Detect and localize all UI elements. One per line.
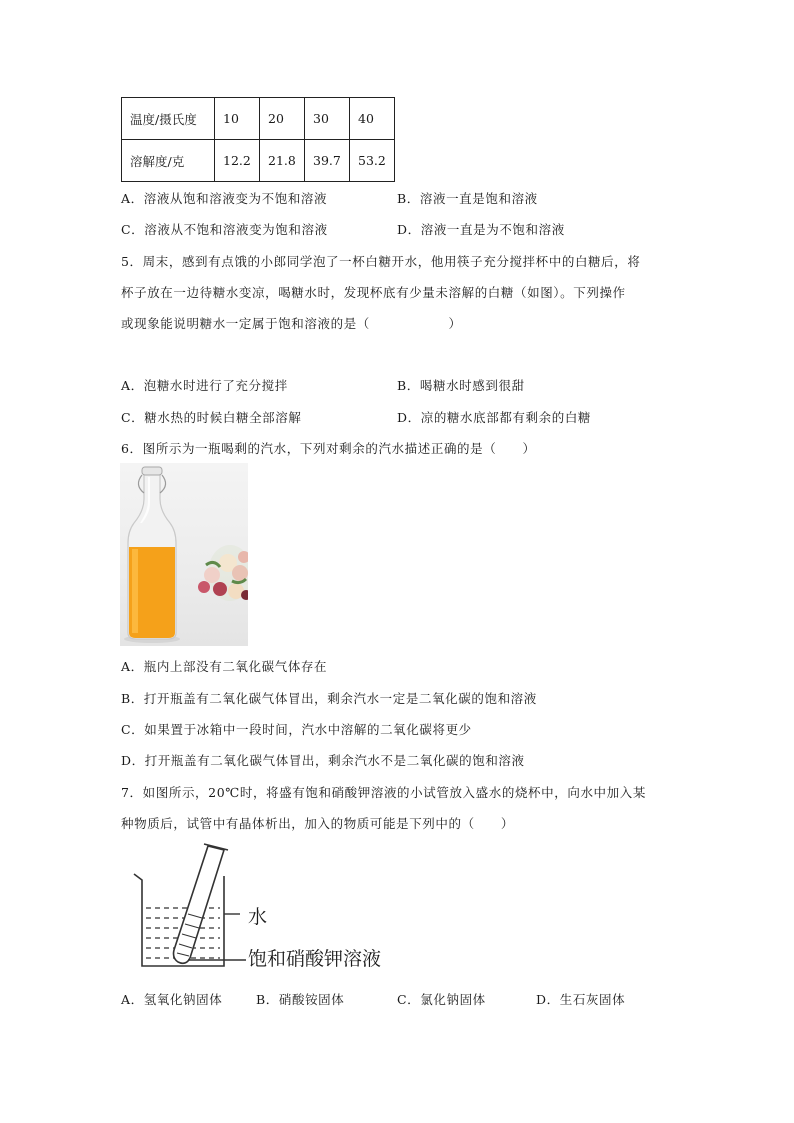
table-cell: 53.2 — [350, 140, 395, 182]
q5-stem-line2: 杯子放在一边待糖水变凉，喝糖水时，发现杯底有少量未溶解的白糖（如图）。下列操作 — [121, 285, 626, 300]
q7-option-b: B．硝酸铵固体 — [256, 992, 345, 1007]
q6-option-a: A．瓶内上部没有二氧化碳气体存在 — [121, 659, 328, 674]
q5-option-b: B．喝糖水时感到很甜 — [397, 378, 525, 393]
q7-stem-line1: 7．如图所示，20℃时，将盛有饱和硝酸钾溶液的小试管放入盛水的烧杯中，向水中加入某 — [121, 785, 646, 800]
q6-option-d: D．打开瓶盖有二氧化碳气体冒出，剩余汽水不是二氧化碳的饱和溶液 — [121, 753, 525, 768]
water-label: 水 — [248, 906, 268, 928]
table-cell: 39.7 — [305, 140, 350, 182]
q4-option-d: D．溶液一直是为不饱和溶液 — [397, 222, 565, 237]
table-cell: 12.2 — [215, 140, 260, 182]
q5-stem-line3: 或现象能说明糖水一定属于饱和溶液的是（ ） — [121, 316, 462, 331]
table-cell: 40 — [350, 98, 395, 140]
table-cell: 30 — [305, 98, 350, 140]
table-row — [122, 98, 395, 140]
q5-option-c: C．糖水热的时候白糖全部溶解 — [121, 410, 302, 425]
q7-stem-line2: 种物质后，试管中有晶体析出，加入的物质可能是下列中的（ ） — [121, 816, 515, 831]
solution-label: 饱和硝酸钾溶液 — [248, 948, 382, 970]
soda-bottle-photo — [120, 463, 248, 646]
q6-option-c: C．如果置于冰箱中一段时间，汽水中溶解的二氧化碳将更少 — [121, 722, 472, 737]
q4-option-a: A．溶液从饱和溶液变为不饱和溶液 — [121, 191, 328, 206]
solubility-table — [121, 97, 395, 182]
table-header-cell: 温度/摄氏度 — [122, 98, 215, 140]
q7-option-d: D．生石灰固体 — [536, 992, 626, 1007]
q5-option-a: A．泡糖水时进行了充分搅拌 — [121, 378, 288, 393]
table-cell: 10 — [215, 98, 260, 140]
q4-option-c: C．溶液从不饱和溶液变为饱和溶液 — [121, 222, 328, 237]
q7-option-a: A．氢氧化钠固体 — [121, 992, 223, 1007]
q5-option-d: D．凉的糖水底部都有剩余的白糖 — [397, 410, 592, 425]
bottle-illustration — [120, 463, 248, 646]
q7-option-c: C．氯化钠固体 — [397, 992, 486, 1007]
table-row — [122, 140, 395, 182]
table-cell: 20 — [260, 98, 305, 140]
table-header-cell: 溶解度/克 — [122, 140, 215, 182]
q6-option-b: B．打开瓶盖有二氧化碳气体冒出，剩余汽水一定是二氧化碳的饱和溶液 — [121, 691, 537, 706]
q6-stem: 6．图所示为一瓶喝剩的汽水，下列对剩余的汽水描述正确的是（ ） — [121, 441, 536, 456]
q4-option-b: B．溶液一直是饱和溶液 — [397, 191, 538, 206]
q5-stem-line1: 5．周末，感到有点饿的小郎同学泡了一杯白糖开水，他用筷子充分搅拌杯中的白糖后，将 — [121, 254, 641, 269]
table-cell: 21.8 — [260, 140, 305, 182]
